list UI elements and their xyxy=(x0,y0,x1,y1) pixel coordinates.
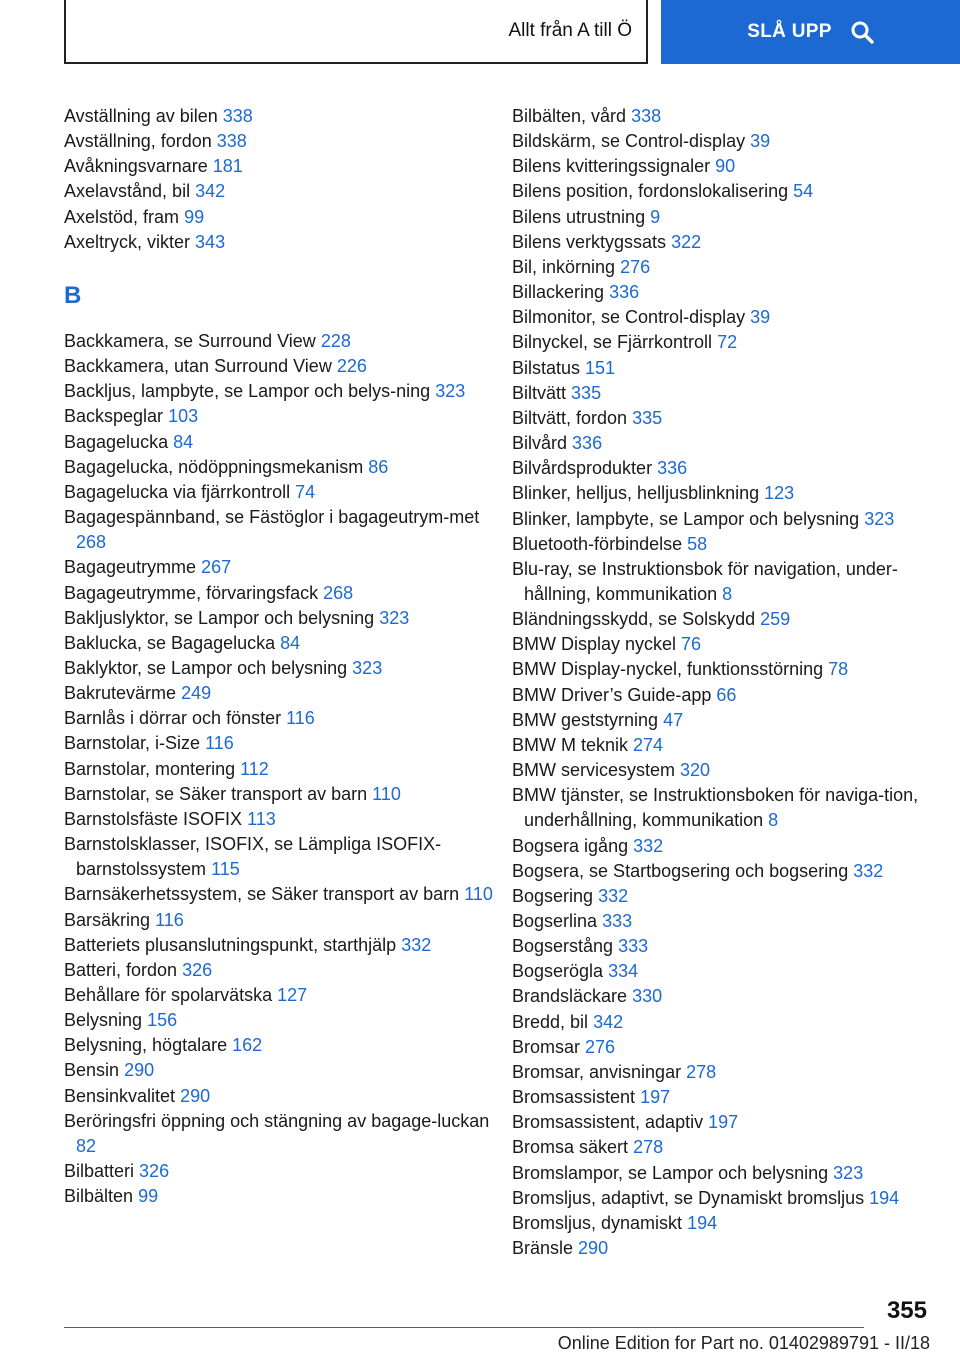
index-entry-term: Bogserögla xyxy=(512,961,604,982)
index-entry xyxy=(512,179,952,204)
footer-divider xyxy=(64,1327,864,1328)
page-reference-link[interactable]: 123 xyxy=(764,483,795,504)
index-entry xyxy=(512,205,952,230)
page-reference-link[interactable]: 39 xyxy=(750,307,771,328)
index-entry xyxy=(512,733,952,758)
index-entry xyxy=(512,1186,952,1211)
page-reference-link[interactable]: 84 xyxy=(173,431,194,452)
page-reference-link[interactable]: 323 xyxy=(864,508,895,529)
index-entry xyxy=(512,632,952,657)
index-entry-term: Backkamera, se Surround View xyxy=(64,330,316,351)
index-entry xyxy=(64,1008,504,1033)
index-entry xyxy=(64,706,504,731)
index-entry xyxy=(64,104,504,129)
index-entry xyxy=(64,1159,504,1184)
index-entry-term: BMW Display-nyckel, funktionsstörning xyxy=(512,659,824,680)
page-reference-link[interactable]: 290 xyxy=(124,1060,155,1081)
index-entry-term: Backkamera, utan Surround View xyxy=(64,356,332,377)
index-entry xyxy=(64,908,504,933)
index-entry xyxy=(512,984,952,1009)
index-entry xyxy=(64,505,504,555)
index-entry xyxy=(512,959,952,984)
index-entry xyxy=(64,581,504,606)
index-entry-term: Bagagelucka xyxy=(64,431,169,452)
page-reference-link[interactable]: 156 xyxy=(147,1010,178,1031)
index-entry xyxy=(64,480,504,505)
page-reference-link[interactable]: 127 xyxy=(277,985,308,1005)
page-reference-link[interactable]: 74 xyxy=(295,481,316,502)
page-reference-link[interactable]: 197 xyxy=(708,1112,739,1133)
index-entry xyxy=(64,656,504,681)
index-entry xyxy=(64,1058,504,1083)
page-reference-link[interactable]: 115 xyxy=(211,859,240,880)
index-entry-term: Behållare för spolarvätska xyxy=(64,985,273,1005)
index-entry-term: Bilens kvitteringssignaler xyxy=(512,156,711,177)
page-reference-link[interactable]: 249 xyxy=(181,683,212,704)
index-entry-term: BMW Display nyckel xyxy=(512,634,677,655)
page-reference-link[interactable]: 47 xyxy=(663,709,684,730)
page-reference-link[interactable]: 276 xyxy=(585,1036,616,1057)
index-entry-term: Backspeglar xyxy=(64,406,164,427)
edition-footer: Online Edition for Part no. 01402989791 - II/18 xyxy=(557,1333,930,1353)
page-reference-link[interactable]: 336 xyxy=(657,458,688,479)
index-entry-term: Billackering xyxy=(512,282,605,303)
index-entry xyxy=(64,681,504,706)
page-reference-link[interactable]: 338 xyxy=(631,106,662,126)
page-reference-link[interactable]: 197 xyxy=(640,1087,671,1108)
index-entry-term: Barsäkring xyxy=(64,909,151,930)
index-entry-term: Barnstolar, montering xyxy=(64,758,236,779)
index-entry-term: Bakrutevärme xyxy=(64,683,177,704)
index-entry xyxy=(64,832,504,882)
index-entry xyxy=(512,280,952,305)
page-reference-link[interactable]: 78 xyxy=(828,659,849,680)
page-reference-link[interactable]: 332 xyxy=(598,885,629,906)
index-entry-term: Bilens position, fordonslokalisering xyxy=(512,181,789,202)
index-entry xyxy=(64,782,504,807)
index-entry-term: Avställning, fordon xyxy=(64,131,212,152)
page-reference-link[interactable]: 274 xyxy=(633,734,664,755)
index-entry-term: Bilvårdsprodukter xyxy=(512,458,653,479)
index-entry-term: Bogserlina xyxy=(512,911,598,931)
index-entry-term: Bagageutrymme, förvaringsfack xyxy=(64,582,319,603)
index-entry xyxy=(64,631,504,656)
page-reference-link[interactable]: 326 xyxy=(139,1161,170,1182)
page-reference-link[interactable]: 278 xyxy=(633,1137,664,1158)
index-entry-term: Axelstöd, fram xyxy=(64,206,180,227)
page-reference-link[interactable]: 76 xyxy=(681,634,702,655)
index-entry-term: Batteriets plusanslutningspunkt, starthjälp xyxy=(64,934,397,955)
index-entry xyxy=(64,154,504,179)
page-reference-link[interactable]: 194 xyxy=(869,1187,900,1208)
index-entry xyxy=(512,305,952,330)
search-button[interactable] xyxy=(661,0,960,64)
index-entry-term: Biltvätt xyxy=(512,382,567,403)
index-entry xyxy=(512,557,952,607)
page-reference-link[interactable]: 332 xyxy=(853,860,884,881)
search-button-label: SLÅ UPP xyxy=(747,21,832,42)
index-entry xyxy=(64,882,504,907)
page-reference-link[interactable]: 151 xyxy=(585,357,616,378)
page-reference-link[interactable]: 322 xyxy=(671,231,702,252)
index-entry-term: Blinker, helljus, helljusblinkning xyxy=(512,483,760,504)
index-entry-term: Bilbatteri xyxy=(64,1161,135,1182)
page-reference-link[interactable]: 333 xyxy=(602,911,633,931)
index-entry xyxy=(64,555,504,580)
index-entry xyxy=(512,783,952,833)
page-reference-link[interactable]: 113 xyxy=(247,808,276,829)
page-reference-link[interactable]: 9 xyxy=(650,206,661,227)
index-entry xyxy=(512,129,952,154)
page-reference-link[interactable]: 54 xyxy=(793,181,814,202)
index-entry xyxy=(512,657,952,682)
index-entry xyxy=(64,958,504,983)
index-entry-term: Bromsljus, dynamiskt xyxy=(512,1212,683,1233)
index-entry-term: Brandsläckare xyxy=(512,986,628,1007)
page-reference-link[interactable]: 72 xyxy=(717,332,738,353)
search-icon xyxy=(850,20,874,44)
section-title: Allt från A till Ö xyxy=(508,20,632,41)
index-entry xyxy=(512,356,952,381)
page-reference-link[interactable]: 116 xyxy=(205,733,234,754)
page-reference-link[interactable]: 333 xyxy=(618,936,649,957)
page-reference-link[interactable]: 323 xyxy=(833,1162,864,1183)
index-group-b xyxy=(64,329,504,1209)
index-column-left xyxy=(64,104,504,1209)
index-entry xyxy=(64,757,504,782)
page-reference-link[interactable]: 338 xyxy=(216,131,247,152)
index-entry xyxy=(64,1084,504,1109)
index-entry-term: Backljus, lampbyte, se Lampor och belys-ning xyxy=(64,381,431,402)
page-reference-link[interactable]: 276 xyxy=(620,256,651,277)
index-entry xyxy=(64,731,504,756)
page-reference-link[interactable]: 326 xyxy=(182,959,213,980)
index-entry xyxy=(64,354,504,379)
index-entry-term: Bromslampor, se Lampor och belysning xyxy=(512,1162,829,1183)
index-entry-term: Bilbälten, vård xyxy=(512,106,627,126)
page-reference-link[interactable]: 290 xyxy=(578,1238,609,1259)
index-entry xyxy=(64,983,504,1008)
index-entry xyxy=(512,909,952,934)
index-entry-term: Bilens utrustning xyxy=(512,206,646,227)
index-entry xyxy=(512,758,952,783)
index-entry-term: Avåkningsvarnare xyxy=(64,156,208,177)
index-entry-term: Belysning, högtalare xyxy=(64,1035,228,1056)
index-entry xyxy=(512,330,952,355)
index-entry xyxy=(512,481,952,506)
index-entry xyxy=(64,1184,504,1209)
index-entry-term: Bilbälten xyxy=(64,1186,134,1207)
page-reference-link[interactable]: 334 xyxy=(608,961,639,982)
index-entry xyxy=(64,230,504,255)
page-reference-link[interactable]: 39 xyxy=(750,131,771,152)
index-entry-term: Bogserstång xyxy=(512,936,614,957)
index-entry xyxy=(512,507,952,532)
index-entry-term: Bensin xyxy=(64,1060,120,1081)
index-entry-term: Bromsar, anvisningar xyxy=(512,1061,682,1082)
page-reference-link[interactable]: 99 xyxy=(138,1186,159,1207)
page-reference-link[interactable]: 228 xyxy=(320,330,351,351)
index-entry-term: Barnstolar, se Säker transport av barn xyxy=(64,783,368,804)
page-reference-link[interactable]: 162 xyxy=(232,1035,263,1056)
index-entry-term: Bredd, bil xyxy=(512,1011,589,1032)
page-reference-link[interactable]: 330 xyxy=(632,986,663,1007)
index-group-a xyxy=(64,104,504,255)
index-entry xyxy=(64,1109,504,1159)
index-entry-term: Bagageutrymme xyxy=(64,557,197,578)
index-entry xyxy=(512,381,952,406)
index-entry xyxy=(64,205,504,230)
index-entry xyxy=(64,404,504,429)
index-entry xyxy=(64,606,504,631)
index-entry xyxy=(512,859,952,884)
page-reference-link[interactable]: 335 xyxy=(571,382,602,403)
index-entry-term: Bromsassistent, adaptiv xyxy=(512,1112,704,1133)
page-reference-link[interactable]: 8 xyxy=(722,583,733,604)
page-reference-link[interactable]: 103 xyxy=(168,406,199,427)
index-entry xyxy=(512,1161,952,1186)
page-reference-link[interactable]: 86 xyxy=(368,456,389,477)
index-entry-term: Bilnyckel, se Fjärrkontroll xyxy=(512,332,713,353)
index-entry-term: Bakljuslyktor, se Lampor och belysning xyxy=(64,607,375,628)
index-entry-term: Baklucka, se Bagagelucka xyxy=(64,632,276,653)
index-entry xyxy=(512,683,952,708)
page-reference-link[interactable]: 259 xyxy=(760,609,791,630)
index-entry xyxy=(512,255,952,280)
index-letter-heading: B xyxy=(64,281,82,309)
index-group-b-continued xyxy=(512,104,952,1261)
index-entry xyxy=(64,807,504,832)
index-entry-term: Bil, inkörning xyxy=(512,256,616,277)
index-entry xyxy=(512,708,952,733)
page-reference-link[interactable]: 343 xyxy=(195,231,226,252)
index-entry xyxy=(512,1035,952,1060)
index-entry-term: Batteri, fordon xyxy=(64,959,178,980)
page-reference-link[interactable]: 336 xyxy=(609,282,640,303)
page-reference-link[interactable]: 342 xyxy=(593,1011,624,1032)
page-reference-link[interactable]: 8 xyxy=(768,810,779,831)
index-entry-term: Bromsassistent xyxy=(512,1087,636,1108)
index-entry-term: Axeltryck, vikter xyxy=(64,231,191,252)
index-entry-term: Bildskärm, se Control-display xyxy=(512,131,746,152)
index-entry-term: Belysning xyxy=(64,1010,143,1031)
index-entry xyxy=(64,1033,504,1058)
index-entry-term: Bagagelucka, nödöppningsmekanism xyxy=(64,456,364,477)
index-column-right xyxy=(512,104,952,1261)
page-reference-link[interactable]: 336 xyxy=(572,433,603,454)
page-reference-link[interactable]: 110 xyxy=(372,783,401,804)
page-reference-link[interactable]: 290 xyxy=(180,1085,211,1106)
page-reference-link[interactable]: 84 xyxy=(280,632,301,653)
index-entry xyxy=(512,834,952,859)
index-entry-term: Bogsera igång xyxy=(512,835,629,856)
index-entry xyxy=(512,431,952,456)
page-reference-link[interactable]: 82 xyxy=(76,1135,97,1156)
page-reference-link[interactable]: 278 xyxy=(686,1061,717,1082)
page-number: 355 xyxy=(886,1297,927,1324)
page-reference-link[interactable]: 323 xyxy=(435,381,466,402)
index-entry-term: Beröringsfri öppning och stängning av bagage-luckan xyxy=(64,1110,490,1131)
index-entry xyxy=(512,1135,952,1160)
index-entry-term: Bländningsskydd, se Solskydd xyxy=(512,609,756,630)
index-entry xyxy=(64,329,504,354)
index-entry-term: Barnsäkerhetssystem, se Säker transport av barn xyxy=(64,884,460,905)
index-entry xyxy=(512,934,952,959)
page-reference-link[interactable]: 268 xyxy=(76,532,107,553)
index-entry xyxy=(512,1085,952,1110)
page-reference-link[interactable]: 320 xyxy=(680,760,711,781)
page-reference-link[interactable]: 194 xyxy=(687,1212,718,1233)
index-entry-term: Barnlås i dörrar och fönster xyxy=(64,708,282,729)
index-entry xyxy=(512,884,952,909)
index-entry-term: BMW servicesystem xyxy=(512,760,676,781)
page-reference-link[interactable]: 323 xyxy=(352,657,383,678)
index-entry-term: Bilens verktygssats xyxy=(512,231,667,252)
index-entry xyxy=(512,1236,952,1261)
page-reference-link[interactable]: 58 xyxy=(687,533,708,554)
index-entry-term: Bogsering xyxy=(512,885,594,906)
page-reference-link[interactable]: 332 xyxy=(401,934,432,955)
index-entry xyxy=(512,1211,952,1236)
index-entry-term: Bränsle xyxy=(512,1238,574,1259)
index-entry xyxy=(512,1110,952,1135)
index-entry-term: Axelavstånd, bil xyxy=(64,181,191,202)
index-entry xyxy=(512,1060,952,1085)
page-reference-link[interactable]: 99 xyxy=(184,206,205,227)
index-entry-term: Blinker, lampbyte, se Lampor och belysning xyxy=(512,508,860,529)
page-reference-link[interactable]: 268 xyxy=(323,582,354,603)
page-reference-link[interactable]: 116 xyxy=(286,708,315,729)
index-entry-term: Bogsera, se Startbogsering och bogsering xyxy=(512,860,849,881)
page-reference-link[interactable]: 335 xyxy=(632,407,663,428)
page-reference-link[interactable]: 332 xyxy=(633,835,664,856)
index-entry-term: Bilstatus xyxy=(512,357,581,378)
page-reference-link[interactable]: 226 xyxy=(336,356,367,377)
page-reference-link[interactable]: 110 xyxy=(464,884,493,905)
index-entry-term: Bagagelucka via fjärrkontroll xyxy=(64,481,291,502)
index-entry xyxy=(512,154,952,179)
index-entry-term: BMW geststyrning xyxy=(512,709,659,730)
index-entry-term: Biltvätt, fordon xyxy=(512,407,628,428)
index-entry-term: Barnstolsklasser, ISOFIX, se Lämpliga ISOFIX-barnstolssystem xyxy=(64,834,442,880)
index-entry-term: Avställning av bilen xyxy=(64,106,218,126)
index-entry xyxy=(512,104,952,129)
index-entry xyxy=(512,230,952,255)
index-entry-term: Baklyktor, se Lampor och belysning xyxy=(64,657,348,678)
index-entry-term: Bagagespännband, se Fästöglor i bagageutrym-met xyxy=(64,507,480,528)
page-reference-link[interactable]: 267 xyxy=(201,557,232,578)
page-reference-link[interactable]: 66 xyxy=(716,684,737,705)
index-entry xyxy=(64,430,504,455)
section-title-bar xyxy=(64,0,648,64)
page-reference-link[interactable]: 323 xyxy=(379,607,410,628)
index-entry-term: Bilmonitor, se Control-display xyxy=(512,307,746,328)
page-reference-link[interactable]: 90 xyxy=(715,156,736,177)
page-reference-link[interactable]: 181 xyxy=(212,156,243,177)
index-entry xyxy=(512,607,952,632)
index-entry-term: BMW Driver’s Guide-app xyxy=(512,684,712,705)
index-entry xyxy=(64,379,504,404)
page-reference-link[interactable]: 338 xyxy=(222,106,253,126)
index-entry-term: Bromsljus, adaptivt, se Dynamiskt bromsljus xyxy=(512,1187,865,1208)
index-entry-term: Bromsa säkert xyxy=(512,1137,629,1158)
page-reference-link[interactable]: 112 xyxy=(240,758,269,779)
index-entry xyxy=(512,532,952,557)
index-entry-term: BMW tjänster, se Instruktionsboken för naviga-tion, underhållning, kommunikation xyxy=(512,785,919,831)
index-entry-term: BMW M teknik xyxy=(512,734,629,755)
index-entry xyxy=(512,456,952,481)
index-entry xyxy=(64,129,504,154)
index-entry xyxy=(512,1010,952,1035)
page-reference-link[interactable]: 342 xyxy=(195,181,226,202)
index-entry-term: Bromsar xyxy=(512,1036,581,1057)
index-entry xyxy=(64,455,504,480)
index-entry xyxy=(64,933,504,958)
index-entry-term: Barnstolsfäste ISOFIX xyxy=(64,808,243,829)
index-entry-term: Bilvård xyxy=(512,433,568,454)
index-entry xyxy=(64,179,504,204)
page-reference-link[interactable]: 116 xyxy=(155,909,184,930)
index-entry xyxy=(512,406,952,431)
index-entry-term: Blu-ray, se Instruktionsbok för navigation, under-hållning, kommunikation xyxy=(512,558,898,604)
index-entry-term: Bluetooth-förbindelse xyxy=(512,533,683,554)
index-entry-term: Bensinkvalitet xyxy=(64,1085,176,1106)
index-entry-term: Barnstolar, i-Size xyxy=(64,733,201,754)
